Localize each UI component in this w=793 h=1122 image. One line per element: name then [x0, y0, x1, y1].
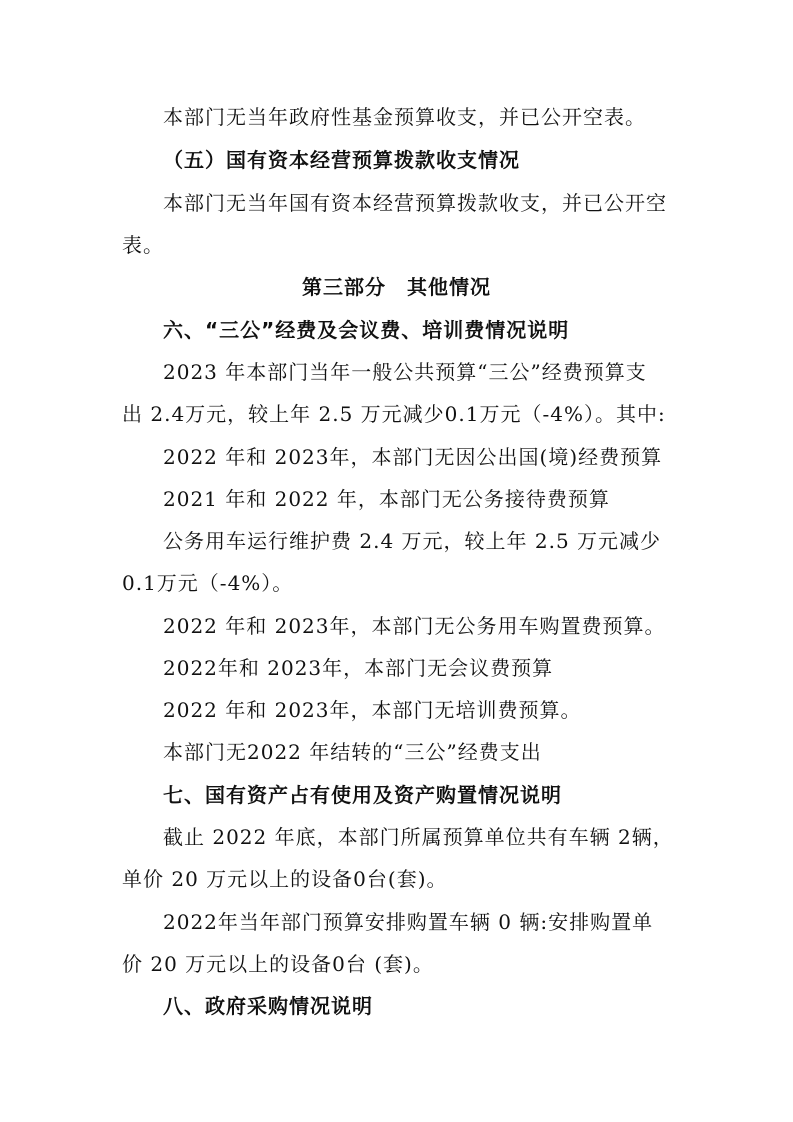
paragraph-line: 公务用车运行维护费 2.4 万元，较上年 2.5 万元减少 — [163, 529, 662, 553]
section-heading: 七、国有资产占有使用及资产购置情况说明 — [163, 783, 562, 807]
paragraph-line: 0.1万元（-4%）。 — [122, 571, 294, 595]
paragraph-line: 本部门无2022 年结转的“三公”经费支出 — [163, 740, 542, 764]
paragraph-line: 截止 2022 年底，本部门所属预算单位共有车辆 2辆， — [163, 825, 674, 849]
paragraph-line: 2022年当年部门预算安排购置车辆 0 辆:安排购置单 — [163, 910, 654, 934]
paragraph-line: 2023 年本部门当年一般公共预算“三公”经费预算支 — [163, 360, 647, 384]
paragraph-line: 价 20 万元以上的设备0台 (套)。 — [122, 952, 434, 976]
section-heading: （五）国有资本经营预算拨款收支情况 — [163, 148, 520, 172]
paragraph-line: 2022 年和 2023年，本部门无培训费预算。 — [163, 698, 582, 722]
part-title: 第三部分 其他情况 — [302, 275, 491, 299]
paragraph-line: 表。 — [122, 233, 164, 257]
paragraph-line: 2022 年和 2023年，本部门无因公出国(境)经费预算 — [163, 445, 663, 469]
section-heading: 六、“三公”经费及会议费、培训费情况说明 — [163, 318, 570, 342]
paragraph-line: 本部门无当年政府性基金预算收支，并已公开空表。 — [163, 105, 646, 129]
paragraph-line: 单价 20 万元以上的设备0台(套)。 — [122, 867, 448, 891]
paragraph-line: 本部门无当年国有资本经营预算拨款收支，并已公开空 — [163, 191, 667, 215]
paragraph-line: 2022年和 2023年，本部门无会议费预算 — [163, 656, 554, 680]
paragraph-line: 2021 年和 2022 年，本部门无公务接待费预算 — [163, 487, 610, 511]
paragraph-line: 出 2.4万元，较上年 2.5 万元减少0.1万元（-4%）。其中: — [122, 402, 666, 426]
paragraph-line: 2022 年和 2023年，本部门无公务用车购置费预算。 — [163, 614, 666, 638]
section-heading: 八、政府采购情况说明 — [163, 994, 373, 1018]
